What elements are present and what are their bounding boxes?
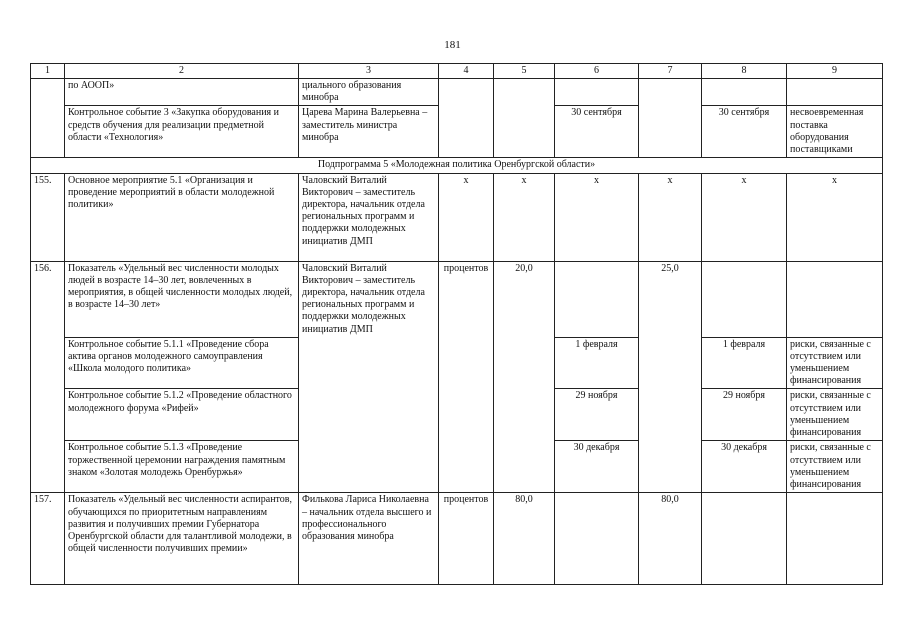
cell-risk: риски, связанные с отсутствием или уменьшением финансирования: [787, 441, 883, 493]
cell-c8: х: [702, 173, 787, 261]
header-col-5: 5: [494, 64, 555, 79]
subprogram-title: Подпрограмма 5 «Молодежная политика Оренбургской области»: [31, 158, 883, 173]
cell-name: Контрольное событие 5.1.2 «Проведение областного молодежного форума «Рифей»: [65, 389, 299, 441]
cell-name: Контрольное событие 3 «Закупка оборудования и средств обучения для реализации предметной области «Технология»: [65, 106, 299, 158]
cell-date-plan-empty: [555, 79, 639, 106]
cell-num: 157.: [31, 493, 65, 585]
cell-c5: х: [494, 173, 555, 261]
cell-date-fact: 30 декабря: [702, 441, 787, 493]
cell-num-empty: [31, 79, 65, 158]
header-col-9: 9: [787, 64, 883, 79]
header-col-1: 1: [31, 64, 65, 79]
plan-table: [30, 63, 883, 585]
header-col-3: 3: [299, 64, 439, 79]
cell-name: по АООП»: [65, 79, 299, 106]
cell-responsible: Чаловский Виталий Викторович – заместитель директора, начальник отдела региональных программ и поддержки молодежных инициатив ДМП: [299, 173, 439, 261]
cell-unit-empty: [439, 79, 494, 158]
table-row: [31, 261, 883, 337]
cell-risk-empty: [787, 261, 883, 337]
header-row: [31, 64, 883, 79]
header-col-6: 6: [555, 64, 639, 79]
table-row: [31, 173, 883, 261]
header-col-8: 8: [702, 64, 787, 79]
header-col-7: 7: [639, 64, 702, 79]
page-number: 181: [444, 39, 461, 51]
cell-risk: риски, связанные с отсутствием или уменьшением финансирования: [787, 389, 883, 441]
table-row: [31, 493, 883, 585]
cell-c6: х: [555, 173, 639, 261]
cell-date-plan: 30 сентября: [555, 106, 639, 158]
cell-c9: х: [787, 173, 883, 261]
cell-target: 80,0: [639, 493, 702, 585]
cell-date-plan-empty: [555, 493, 639, 585]
cell-date-plan: 29 ноября: [555, 389, 639, 441]
cell-responsible: Филькова Лариса Николаевна – начальник отдела высшего и профессионального образования минобра: [299, 493, 439, 585]
cell-date-plan: 1 февраля: [555, 337, 639, 389]
cell-date-plan: 30 декабря: [555, 441, 639, 493]
header-col-2: 2: [65, 64, 299, 79]
cell-date-plan-empty: [555, 261, 639, 337]
cell-risk: несвоевременная поставка оборудования поставщиками: [787, 106, 883, 158]
cell-c4: х: [439, 173, 494, 261]
cell-unit: процентов: [439, 493, 494, 585]
cell-responsible: циального образования минобра: [299, 79, 439, 106]
cell-responsible: Чаловский Виталий Викторович – заместитель директора, начальник отдела региональных программ и поддержки молодежных инициатив ДМП: [299, 261, 439, 493]
cell-num: 156.: [31, 261, 65, 493]
cell-date-fact: 30 сентября: [702, 106, 787, 158]
cell-responsible: Царева Марина Валерьевна – заместитель министра минобра: [299, 106, 439, 158]
cell-name: Основное мероприятие 5.1 «Организация и проведение мероприятий в области молодежной политики»: [65, 173, 299, 261]
cell-base: 20,0: [494, 261, 555, 493]
cell-date-fact-empty: [702, 261, 787, 337]
cell-name: Показатель «Удельный вес численности аспирантов, обучающихся по приоритетным направлениям развития и получивших премии Губернатора Оренбургской области для талантливой молодежи, в общей численности получивших премии»: [65, 493, 299, 585]
cell-risk-empty: [787, 79, 883, 106]
cell-name: Контрольное событие 5.1.3 «Проведение торжественной церемонии награждения памятным знаком «Золотая молодежь Оренбуржья»: [65, 441, 299, 493]
cell-name: Показатель «Удельный вес численности молодых людей в возрасте 14–30 лет, вовлеченных в мероприятия, в общей численности молодых людей, в возрасте 14–30 лет»: [65, 261, 299, 337]
cell-base: 80,0: [494, 493, 555, 585]
cell-date-fact-empty: [702, 79, 787, 106]
cell-risk: риски, связанные с отсутствием или уменьшением финансирования: [787, 337, 883, 389]
table-row: [31, 79, 883, 106]
cell-target: 25,0: [639, 261, 702, 493]
cell-target-empty: [639, 79, 702, 158]
cell-date-fact-empty: [702, 493, 787, 585]
cell-num: 155.: [31, 173, 65, 261]
cell-name: Контрольное событие 5.1.1 «Проведение сбора актива органов молодежного самоуправления «Школа молодого политика»: [65, 337, 299, 389]
cell-date-fact: 1 февраля: [702, 337, 787, 389]
header-col-4: 4: [439, 64, 494, 79]
cell-base-empty: [494, 79, 555, 158]
cell-risk-empty: [787, 493, 883, 585]
subprogram-row: [31, 158, 883, 173]
cell-date-fact: 29 ноября: [702, 389, 787, 441]
cell-unit: процентов: [439, 261, 494, 493]
cell-c7: х: [639, 173, 702, 261]
